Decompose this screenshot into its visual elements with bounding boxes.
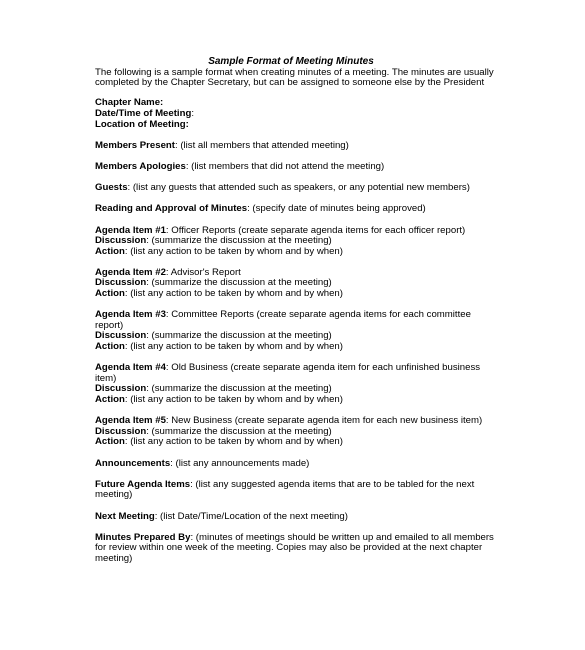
discussion-label: Discussion <box>95 235 147 247</box>
minutes-prepared-text: : (minutes of meetings should be written up and emailed to all members for review within one week of the meeting. Copies may also be provided at the next chapter meeting) <box>95 531 494 564</box>
reading-approval-label: Reading and Approval of Minutes <box>95 203 248 215</box>
action-text: : (list any action to be taken by whom and by when) <box>124 341 343 353</box>
future-agenda-section <box>95 480 495 501</box>
next-meeting-section <box>95 512 495 523</box>
minutes-prepared-label: Minutes Prepared By <box>95 531 191 543</box>
announcements-section <box>95 459 495 470</box>
discussion-label: Discussion <box>95 277 147 289</box>
members-apologies-section <box>95 162 495 173</box>
action-label: Action <box>95 436 125 448</box>
discussion-label: Discussion <box>95 330 147 342</box>
members-apologies-label: Members Apologies <box>95 160 186 172</box>
future-agenda-label: Future Agenda Items <box>95 478 191 490</box>
members-present-section <box>95 141 495 152</box>
agenda-item-5 <box>95 416 495 448</box>
action-label: Action <box>95 394 125 405</box>
guests-text: : (list any guests that attended such as speakers, or any potential new members) <box>127 182 470 194</box>
members-present-text: : (list all members that attended meeting) <box>174 139 349 151</box>
agenda-item-3 <box>95 310 495 352</box>
discussion-text: : (summarize the discussion at the meeting) <box>146 425 332 437</box>
discussion-text: : (summarize the discussion at the meeting) <box>146 383 332 395</box>
intro-paragraph: The following is a sample format when creating minutes of a meeting. The minutes are usually completed by the Chapter Secretary, but can be assigned to someone else by the President <box>95 66 494 89</box>
members-present-label: Members Present <box>95 139 175 151</box>
agenda-item-label: Agenda Item #3 <box>95 309 166 321</box>
agenda-item-text: : Advisor's Report <box>165 266 241 278</box>
agenda-item-4 <box>95 363 495 405</box>
action-text: : (list any action to be taken by whom and by when) <box>124 436 343 448</box>
date-time-field <box>95 109 495 120</box>
agenda-item-text: : Old Business (create separate agenda item for each unfinished business item) <box>95 362 481 384</box>
discussion-label: Discussion <box>95 425 147 437</box>
action-label: Action <box>95 341 125 353</box>
guests-label: Guests <box>95 182 128 194</box>
discussion-text: : (summarize the discussion at the meeting) <box>146 235 332 247</box>
next-meeting-text: : (list Date/Time/Location of the next meeting) <box>154 510 348 522</box>
members-apologies-text: : (list members that did not attend the meeting) <box>185 160 385 172</box>
next-meeting-label: Next Meeting <box>95 510 155 522</box>
action-label: Action <box>95 245 125 257</box>
header-fields <box>95 98 495 130</box>
chapter-name-label: Chapter Name: <box>95 97 164 109</box>
agenda-item-label: Agenda Item #2 <box>95 266 166 278</box>
agenda-item-text: : Committee Reports (create separate agenda items for each committee report) <box>95 309 471 331</box>
action-text: : (list any action to be taken by whom and by when) <box>124 288 343 300</box>
date-time-colon: : <box>191 107 194 119</box>
agenda-item-text: : New Business (create separate agenda item for each new business item) <box>165 415 483 427</box>
announcements-text: : (list any announcements made) <box>170 457 310 469</box>
date-time-label: Date/Time of Meeting <box>95 107 192 119</box>
agenda-item-text: : Officer Reports (create separate agenda items for each officer report) <box>165 224 466 236</box>
reading-approval-text: : (specify date of minutes being approved) <box>247 203 426 215</box>
location-label: Location of Meeting: <box>95 118 189 130</box>
minutes-prepared-section <box>95 533 495 565</box>
document-page <box>95 57 495 575</box>
discussion-label: Discussion <box>95 383 147 395</box>
announcements-label: Announcements <box>95 457 171 469</box>
action-text: : (list any action to be taken by whom and by when) <box>124 394 343 405</box>
future-agenda-text: : (list any suggested agenda items that are to be tabled for the next meeting) <box>95 478 475 501</box>
guests-section <box>95 183 495 194</box>
agenda-item-label: Agenda Item #4 <box>95 362 166 374</box>
reading-approval-section <box>95 204 495 215</box>
agenda-item-label: Agenda Item #1 <box>95 224 166 236</box>
action-label: Action <box>95 288 125 300</box>
document-title: Sample Format of Meeting Minutes <box>208 56 374 67</box>
discussion-text: : (summarize the discussion at the meeting) <box>146 330 332 342</box>
agenda-item-1 <box>95 226 495 258</box>
agenda-item-label: Agenda Item #5 <box>95 415 166 427</box>
discussion-text: : (summarize the discussion at the meeting) <box>146 277 332 289</box>
agenda-item-2 <box>95 268 495 300</box>
action-text: : (list any action to be taken by whom and by when) <box>124 245 343 257</box>
